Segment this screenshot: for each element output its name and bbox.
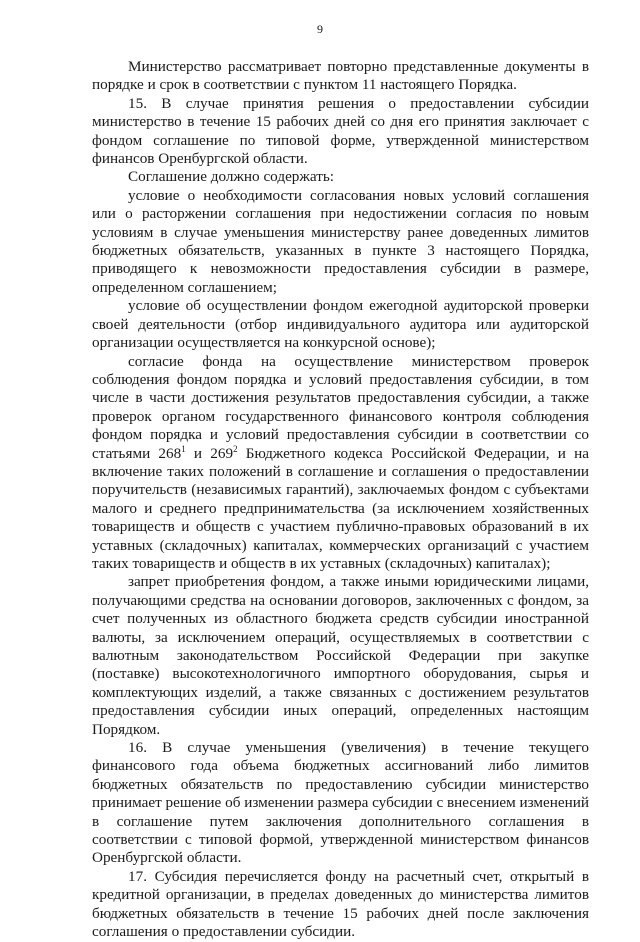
- consent-text-part1: согласие фонда на осуществление министерством проверок соблюдения фондом порядка и условий предоставления субсидии, в том числе в части достижения результатов предоставления субсидии, а также проверок органом государственного финансового контроля соблюдения фондом порядка и условий предоставления субсидии в соответствии со статьями 268: [92, 352, 589, 462]
- superscript-2: 2: [233, 443, 238, 454]
- paragraph-condition-audit: условие об осуществлении фондом ежегодной аудиторской проверки своей деятельности (отбор индивидуального аудитора или аудиторской организации осуществляется на конкурсной основе);: [92, 297, 589, 352]
- page-number: 9: [317, 22, 323, 36]
- paragraph-agreement-intro: Соглашение должно содержать:: [128, 168, 335, 186]
- paragraph-consent-inspections: [92, 353, 589, 574]
- paragraph-currency-ban: запрет приобретения фондом, а также иными юридическими лицами, получающими средства на основании договоров, заключенных с фондом, за счет полученных из областного бюджета средств субсидии иностранной валюты, за исключением операций, осуществляемых в соответствии с валютным законодательством Российской Федерации при закупке (поставке) высокотехнологичного импортного оборудования, сырья и комплектующих изделий, а также связанных с достижением результатов предоставления субсидии иных операций, определенных настоящим Порядком.: [92, 573, 589, 738]
- paragraph-resubmission: Министерство рассматривает повторно представленные документы в порядке и срок в соответствии с пунктом 11 настоящего Порядка.: [92, 58, 589, 94]
- paragraph-item-15: 15. В случае принятия решения о предоставлении субсидии министерство в течение 15 рабочих дней со дня его принятия заключает с фондом соглашение по типовой форме, утвержденной министерством финансов Оренбургской области.: [92, 94, 589, 168]
- consent-text-part2: и 269: [185, 444, 234, 462]
- document-body: [92, 58, 589, 942]
- consent-text-part3: Бюджетного кодекса Российской Федерации, и на включение таких положений в соглашение и соглашения о предоставлении поручительств (независимых гарантий), заключаемых фондом с субъектами малого и среднего предпринимательства (за исключением хозяйственных товариществ и обществ с участием публично-правовых образований в их уставных (складочных) капиталах, коммерческих организаций с участием таких товариществ и обществ в их уставных (складочных) капиталах);: [92, 444, 589, 572]
- paragraph-item-17: 17. Субсидия перечисляется фонду на расчетный счет, открытый в кредитной организации, в пределах доведенных до министерства лимитов бюджетных обязательств в течение 15 рабочих дней после заключения соглашения о предоставлении субсидии.: [92, 867, 589, 941]
- paragraph-condition-limits: условие о необходимости согласования новых условий соглашения или о расторжении соглашения при недостижении согласия по новым условиям в случае уменьшения министерству ранее доведенных лимитов бюджетных обязательств, указанных в пункте 3 настоящего Порядка, приводящего к невозможности предоставления субсидии в размере, определенном соглашением;: [92, 186, 589, 296]
- paragraph-item-16: 16. В случае уменьшения (увеличения) в течение текущего финансового года объема бюджетных ассигнований либо лимитов бюджетных обязательств по предоставлению субсидии министерство принимает решение об изменении размера субсидии с внесением изменений в соглашение путем заключения дополнительного соглашения в соответствии с типовой формой, утвержденной министерством финансов Оренбургской области.: [92, 739, 589, 867]
- superscript-1: 1: [181, 443, 186, 454]
